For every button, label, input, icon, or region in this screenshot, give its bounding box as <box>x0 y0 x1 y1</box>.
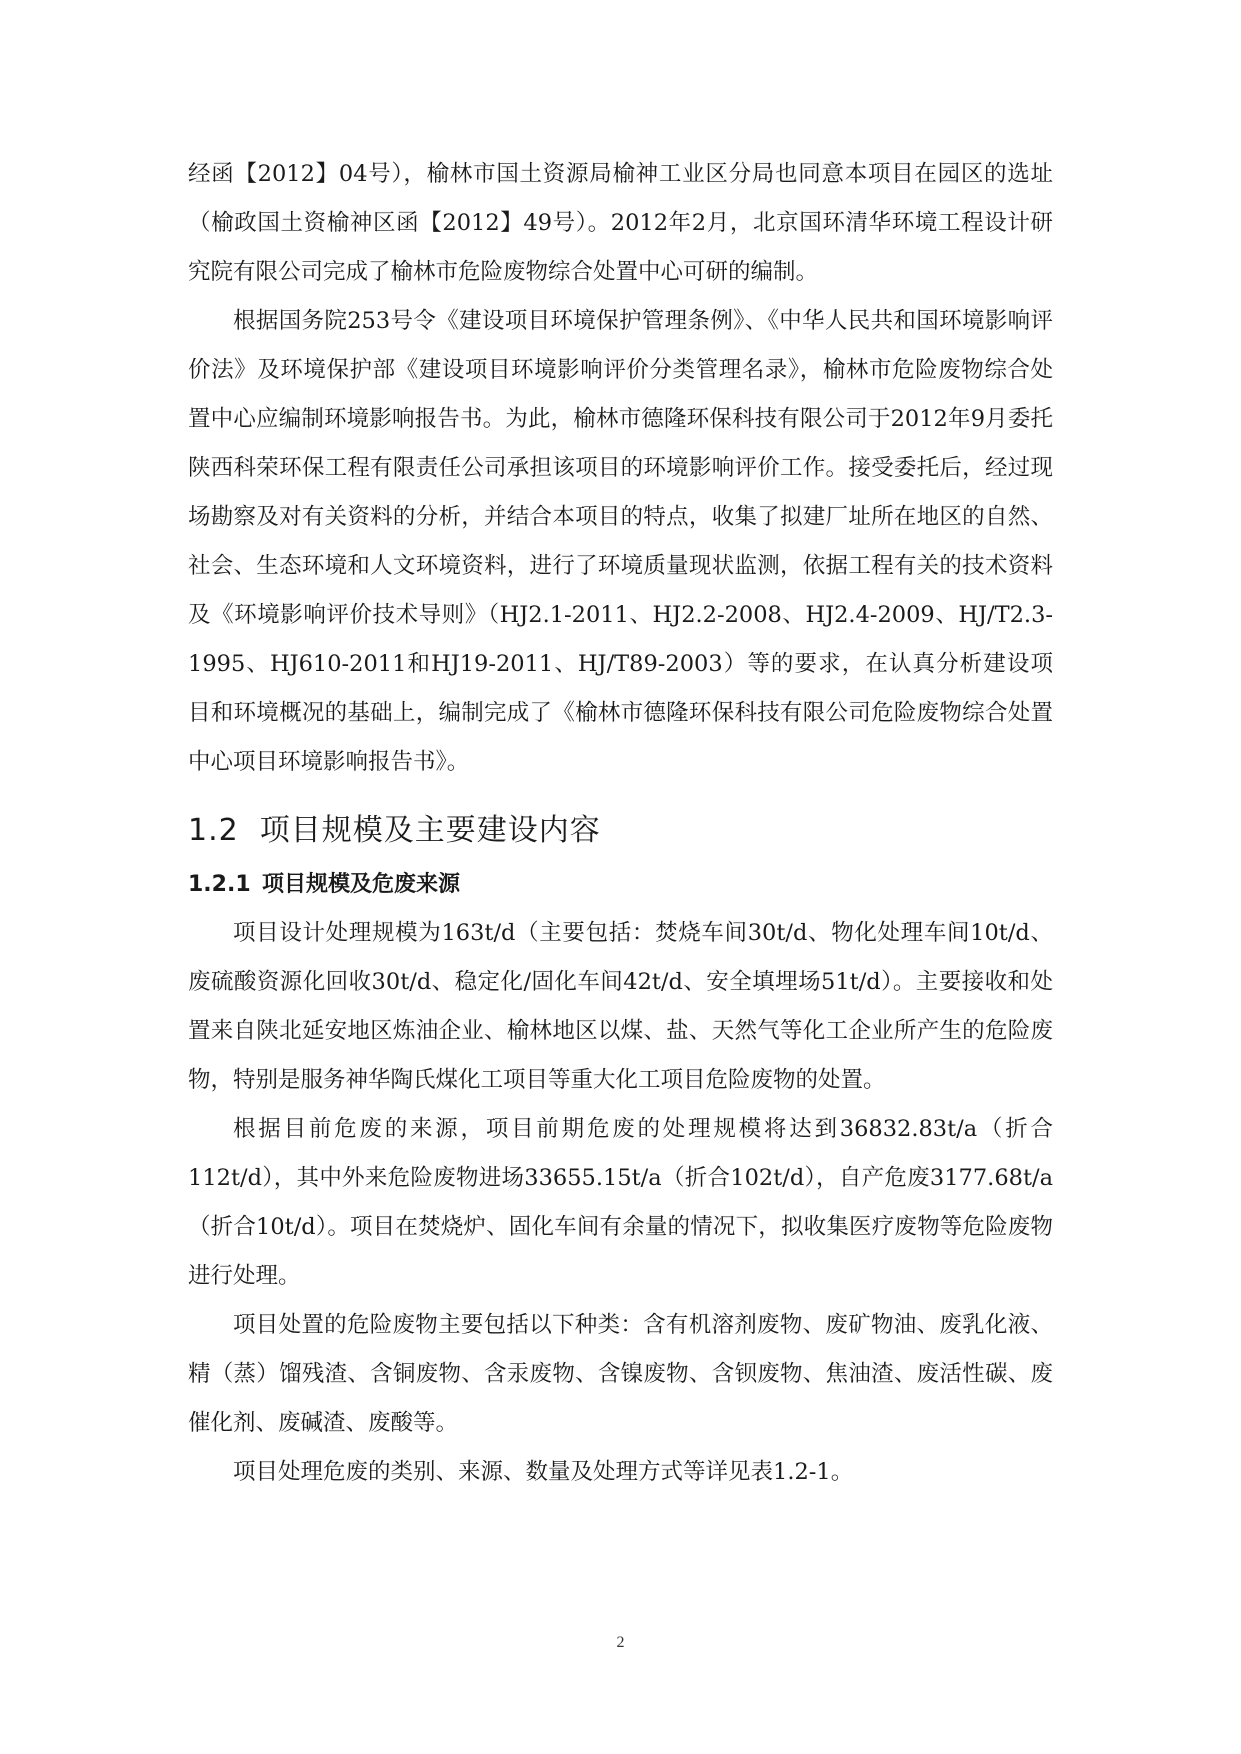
page-number: 2 <box>616 1634 625 1651</box>
paragraph-continued-approval: 经函【2012】04号），榆林市国土资源局榆神工业区分局也同意本项目在园区的选址（榆政国土资榆神区函【2012】49号）。2012年2月，北京国环清华环境工程设计研究院有限公司完成了榆林市危险废物综合处置中心可研的编制。 <box>188 161 1053 285</box>
section-heading <box>188 801 1053 861</box>
section-number: 1.2 <box>188 813 239 848</box>
paragraph-design-capacity: 项目设计处理规模为163t/d（主要包括：焚烧车间30t/d、物化处理车间10t/d、废硫酸资源化回收30t/d、稳定化/固化车间42t/d、安全填埋场51t/d）。主要接收和处置来自陕北延安地区炼油企业、榆林地区以煤、盐、天然气等化工企业所产生的危险废物，特别是服务神华陶氏煤化工项目等重大化工项目危险废物的处置。 <box>188 920 1053 1093</box>
paragraph-eia-background: 根据国务院253号令《建设项目环境保护管理条例》、《中华人民共和国环境影响评价法》及环境保护部《建设项目环境影响评价分类管理名录》，榆林市危险废物综合处置中心应编制环境影响报告书。为此，榆林市德隆环保科技有限公司于2012年9月委托陕西科荣环保工程有限责任公司承担该项目的环境影响评价工作。接受委托后，经过现场勘察及对有关资料的分析，并结合本项目的特点，收集了拟建厂址所在地区的自然、社会、生态环境和人文环境资料，进行了环境质量现状监测，依据工程有关的技术资料及《环境影响评价技术导则》（HJ2.1-2011、HJ2.2-2008、HJ2.4-2009、HJ/T2.3-1995、HJ610-2011和HJ19-2011、HJ/T89-2003）等的要求，在认真分析建设项目和环境概况的基础上，编制完成了《榆林市德隆环保科技有限公司危险废物综合处置中心项目环境影响报告书》。 <box>188 308 1053 775</box>
page-content <box>188 150 1053 1497</box>
paragraph-waste-sources: 根据目前危废的来源，项目前期危废的处理规模将达到36832.83t/a（折合112t/d），其中外来危险废物进场33655.15t/a（折合102t/d），自产危废3177.68t/a（折合10t/d）。项目在焚烧炉、固化车间有余量的情况下，拟收集医疗废物等危险废物进行处理。 <box>188 1116 1053 1289</box>
subsection-title: 项目规模及危废来源 <box>262 872 461 897</box>
paragraph-table-reference: 项目处理危废的类别、来源、数量及处理方式等详见表1.2-1。 <box>233 1459 854 1485</box>
section-title: 项目规模及主要建设内容 <box>259 813 601 848</box>
subsection-heading <box>188 861 1053 909</box>
subsection-number: 1.2.1 <box>188 872 251 897</box>
paragraph-waste-types: 项目处置的危险废物主要包括以下种类：含有机溶剂废物、废矿物油、废乳化液、精（蒸）馏残渣、含铜废物、含汞废物、含镍废物、含钡废物、焦油渣、废活性碳、废催化剂、废碱渣、废酸等。 <box>188 1312 1053 1436</box>
